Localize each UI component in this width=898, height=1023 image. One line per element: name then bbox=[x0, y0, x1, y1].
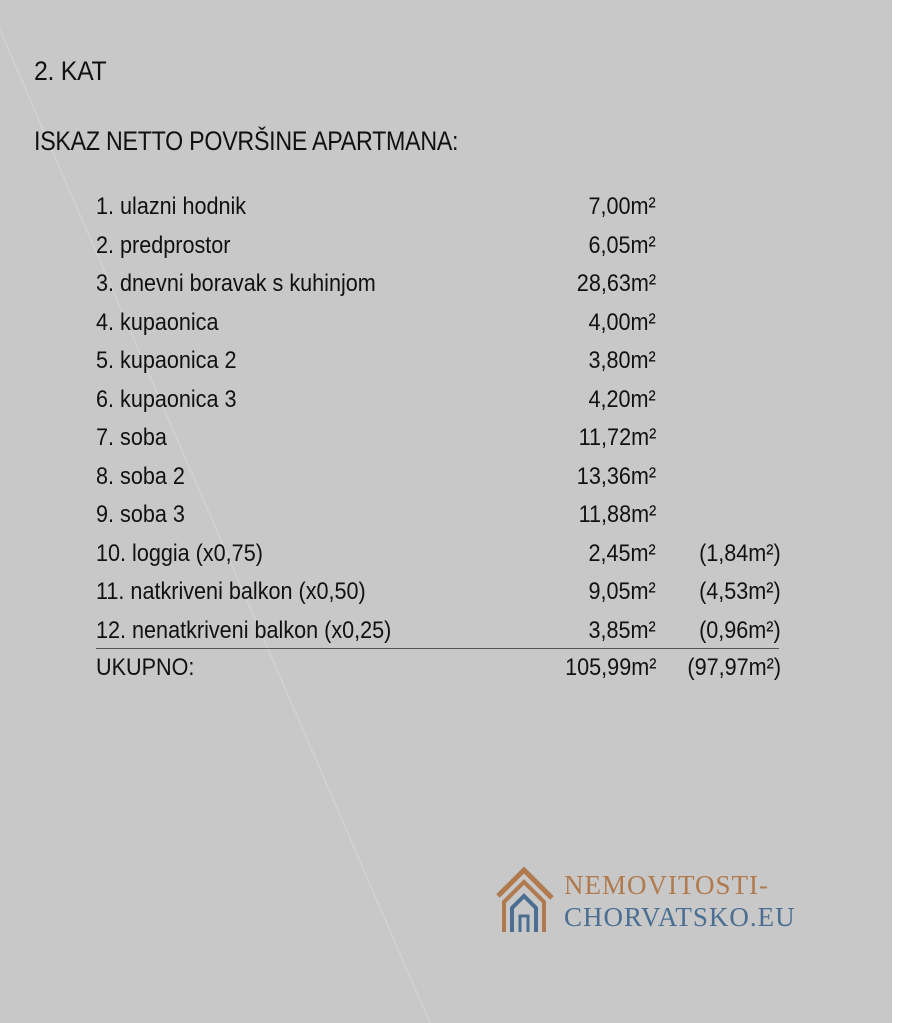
room-row bbox=[96, 617, 796, 656]
room-area-list bbox=[96, 193, 796, 655]
room-name: 4. kupaonica bbox=[96, 308, 219, 336]
room-area: 13,36m² bbox=[576, 462, 656, 490]
room-area: 11,88m² bbox=[578, 501, 656, 528]
total-area: 105,99m² bbox=[564, 654, 656, 681]
room-name: 1. ulazni hodnik bbox=[96, 193, 247, 220]
room-name: 2. predprostor bbox=[96, 231, 231, 259]
room-row bbox=[96, 193, 796, 232]
floor-title: 2. KAT bbox=[34, 56, 107, 86]
room-name: 5. kupaonica 2 bbox=[96, 347, 237, 374]
total-label: UKUPNO: bbox=[96, 654, 195, 681]
room-row bbox=[96, 540, 796, 579]
room-adjusted-area: (0,96m²) bbox=[699, 616, 781, 644]
room-area: 4,00m² bbox=[588, 308, 656, 336]
room-row bbox=[96, 309, 796, 348]
room-row bbox=[96, 463, 796, 502]
room-row bbox=[96, 386, 796, 425]
total-adjusted-area: (97,97m²) bbox=[687, 654, 781, 681]
room-area: 2,45m² bbox=[588, 539, 656, 567]
room-area: 4,20m² bbox=[588, 385, 656, 413]
room-area: 3,85m² bbox=[588, 616, 656, 644]
room-area: 28,63m² bbox=[576, 270, 656, 297]
brand-logo bbox=[494, 866, 824, 940]
section-title: ISKAZ NETTO POVRŠINE APARTMANA: bbox=[34, 126, 459, 156]
room-adjusted-area: (1,84m²) bbox=[699, 539, 781, 567]
room-adjusted-area: (4,53m²) bbox=[699, 578, 781, 605]
total-divider bbox=[96, 648, 779, 649]
room-name: 3. dnevni boravak s kuhinjom bbox=[96, 270, 376, 297]
total-row bbox=[96, 654, 796, 693]
total-row-content bbox=[96, 654, 796, 693]
room-area: 11,72m² bbox=[578, 424, 656, 451]
room-row bbox=[96, 578, 796, 617]
room-name: 6. kupaonica 3 bbox=[96, 385, 237, 413]
room-area: 9,05m² bbox=[588, 578, 656, 605]
room-area: 7,00m² bbox=[588, 193, 656, 220]
logo-text-bottom: CHORVATSKO.EU bbox=[564, 902, 796, 932]
room-row bbox=[96, 347, 796, 386]
house-icon bbox=[494, 866, 556, 938]
room-row bbox=[96, 232, 796, 271]
room-name: 7. soba bbox=[96, 424, 167, 451]
room-name: 10. loggia (x0,75) bbox=[96, 539, 263, 567]
room-area: 6,05m² bbox=[588, 231, 656, 259]
room-area: 3,80m² bbox=[588, 347, 656, 374]
room-name: 11. natkriveni balkon (x0,50) bbox=[96, 578, 366, 605]
room-name: 8. soba 2 bbox=[96, 462, 185, 490]
logo-text-top: NEMOVITOSTI- bbox=[564, 870, 769, 900]
room-row bbox=[96, 424, 796, 463]
room-name: 12. nenatkriveni balkon (x0,25) bbox=[96, 616, 392, 644]
room-name: 9. soba 3 bbox=[96, 501, 185, 528]
room-row bbox=[96, 270, 796, 309]
room-row bbox=[96, 501, 796, 540]
